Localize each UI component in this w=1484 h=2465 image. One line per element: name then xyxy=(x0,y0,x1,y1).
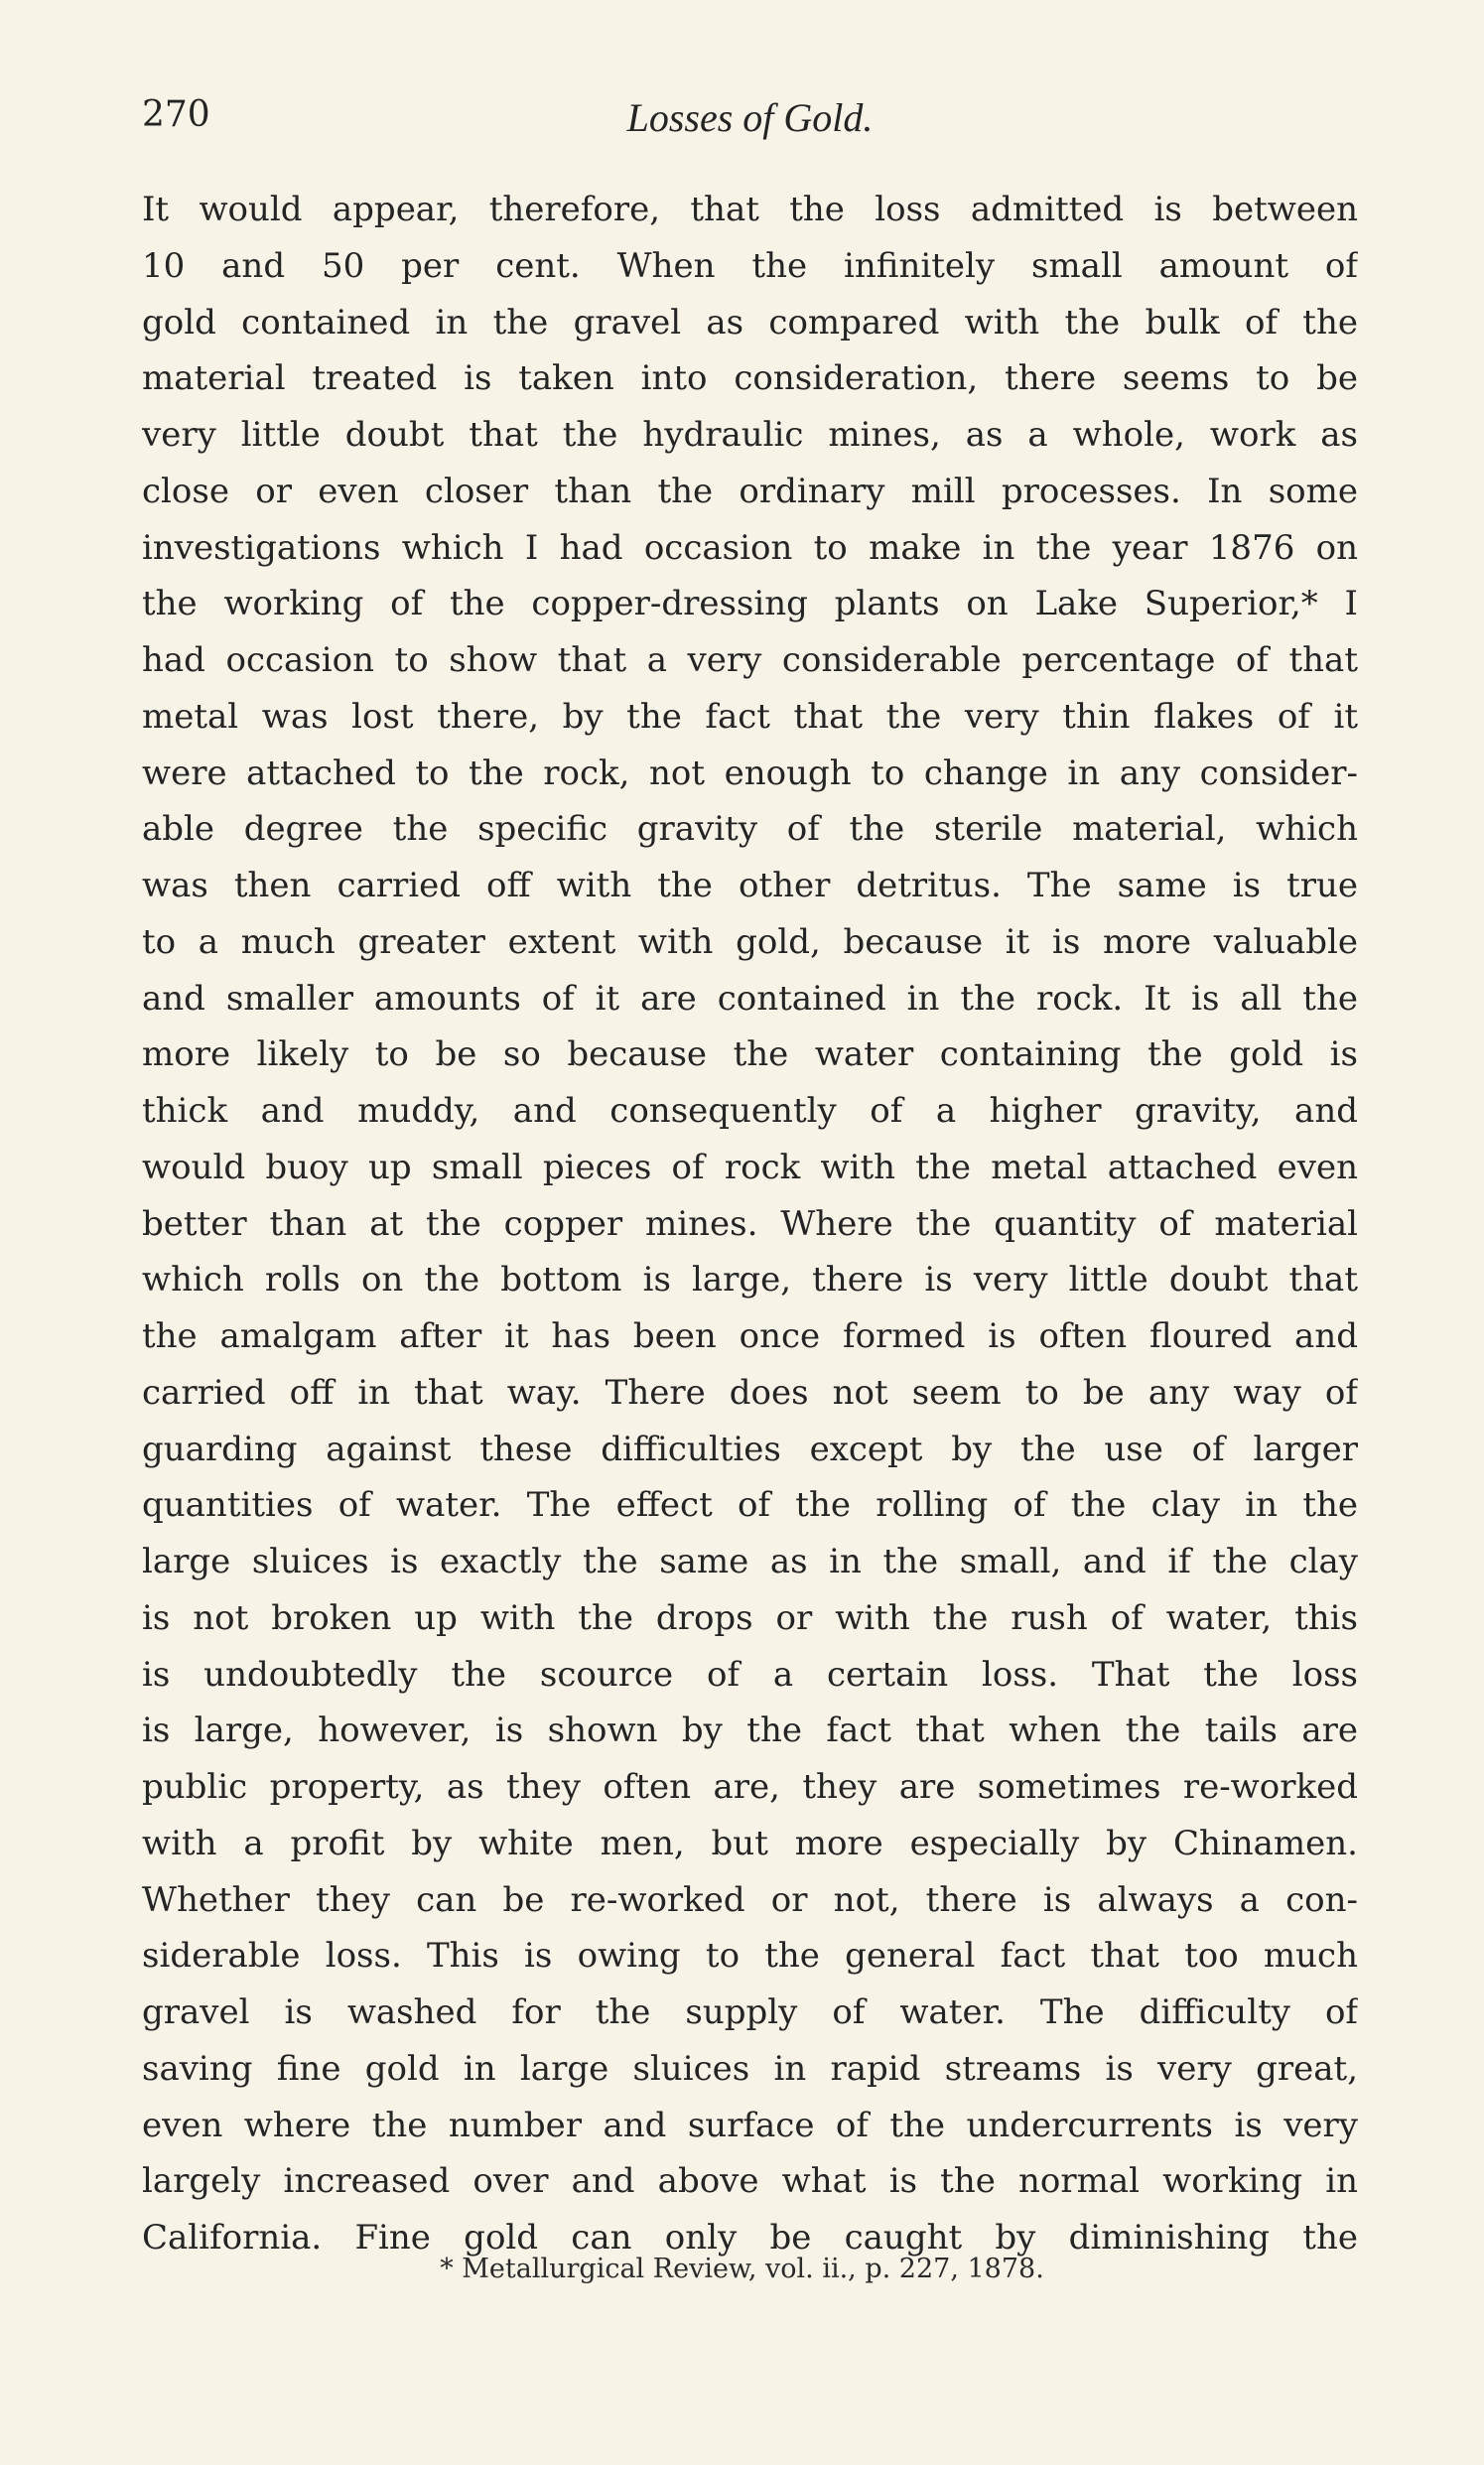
text-line: had occasion to show that a very considerable percentage of that xyxy=(142,640,1358,680)
text-line: was then carried off with the other detritus. The same is true xyxy=(142,866,1358,905)
text-line: is large, however, is shown by the fact that when the tails are xyxy=(142,1711,1358,1751)
text-line: the working of the copper-dressing plants on Lake Superior,* I xyxy=(142,584,1358,624)
text-line: saving fine gold in large sluices in rapid streams is very great, xyxy=(142,2048,1358,2089)
text-line: carried off in that way. There does not seem to be any way of xyxy=(142,1372,1358,1413)
text-line: public property, as they often are, they are sometimes re-worked xyxy=(142,1767,1358,1807)
text-line: largely increased over and above what is the normal working in xyxy=(142,2161,1358,2202)
running-title: Losses of Gold. xyxy=(626,95,874,140)
text-line: the amalgam after it has been once formed is often floured and xyxy=(142,1316,1358,1356)
text-line: material treated is taken into consideration, there seems to be xyxy=(142,358,1358,399)
text-line: and smaller amounts of it are contained in the rock. It is all the xyxy=(142,978,1358,1019)
body-text xyxy=(142,182,1358,2266)
text-line: which rolls on the bottom is large, there is very little doubt that xyxy=(142,1260,1358,1301)
text-line: California. Fine gold can only be caught by diminishing the xyxy=(142,2218,1358,2258)
text-line: investigations which I had occasion to make in the year 1876 on xyxy=(142,527,1358,568)
text-line: 10 and 50 per cent. When the infinitely small amount of xyxy=(142,245,1358,286)
text-line: large sluices is exactly the same as in the small, and if the clay xyxy=(142,1542,1358,1581)
text-line: very little doubt that the hydraulic mines, as a whole, work as xyxy=(142,415,1358,455)
text-line: guarding against these difficulties except by the use of larger xyxy=(142,1429,1358,1469)
text-line: better than at the copper mines. Where the quantity of material xyxy=(142,1203,1358,1244)
text-line: metal was lost there, by the fact that the very thin flakes of it xyxy=(142,696,1358,737)
text-line: even where the number and surface of the undercurrents is very xyxy=(142,2105,1358,2145)
text-line: Whether they can be re-worked or not, there is always a con- xyxy=(142,1879,1358,1920)
page-header xyxy=(142,94,1358,154)
text-line: It would appear, therefore, that the loss admitted is between xyxy=(142,190,1358,229)
text-line: close or even closer than the ordinary mill processes. In some xyxy=(142,471,1358,511)
footnote: * Metallurgical Review, vol. ii., p. 227, 1878. xyxy=(440,2254,1044,2284)
text-line: gravel is washed for the supply of water. The difficulty of xyxy=(142,1992,1358,2032)
text-line: with a profit by white men, but more especially by Chinamen. xyxy=(142,1823,1358,1863)
text-line: gold contained in the gravel as compared with the bulk of the xyxy=(142,302,1358,342)
text-line: siderable loss. This is owing to the general fact that too much xyxy=(142,1936,1358,1977)
text-line: would buoy up small pieces of rock with the metal attached even xyxy=(142,1147,1358,1187)
page-number: 270 xyxy=(142,94,210,135)
text-line: is undoubtedly the scource of a certain loss. That the loss xyxy=(142,1654,1358,1695)
text-line: thick and muddy, and consequently of a higher gravity, and xyxy=(142,1091,1358,1131)
text-line: more likely to be so because the water containing the gold is xyxy=(142,1034,1358,1075)
text-line: were attached to the rock, not enough to change in any consider- xyxy=(142,753,1358,793)
text-line: is not broken up with the drops or with the rush of water, this xyxy=(142,1597,1358,1638)
text-line: quantities of water. The effect of the rolling of the clay in the xyxy=(142,1485,1358,1526)
text-line: able degree the specific gravity of the sterile material, which xyxy=(142,809,1358,850)
text-line: to a much greater extent with gold, because it is more valuable xyxy=(142,921,1358,962)
